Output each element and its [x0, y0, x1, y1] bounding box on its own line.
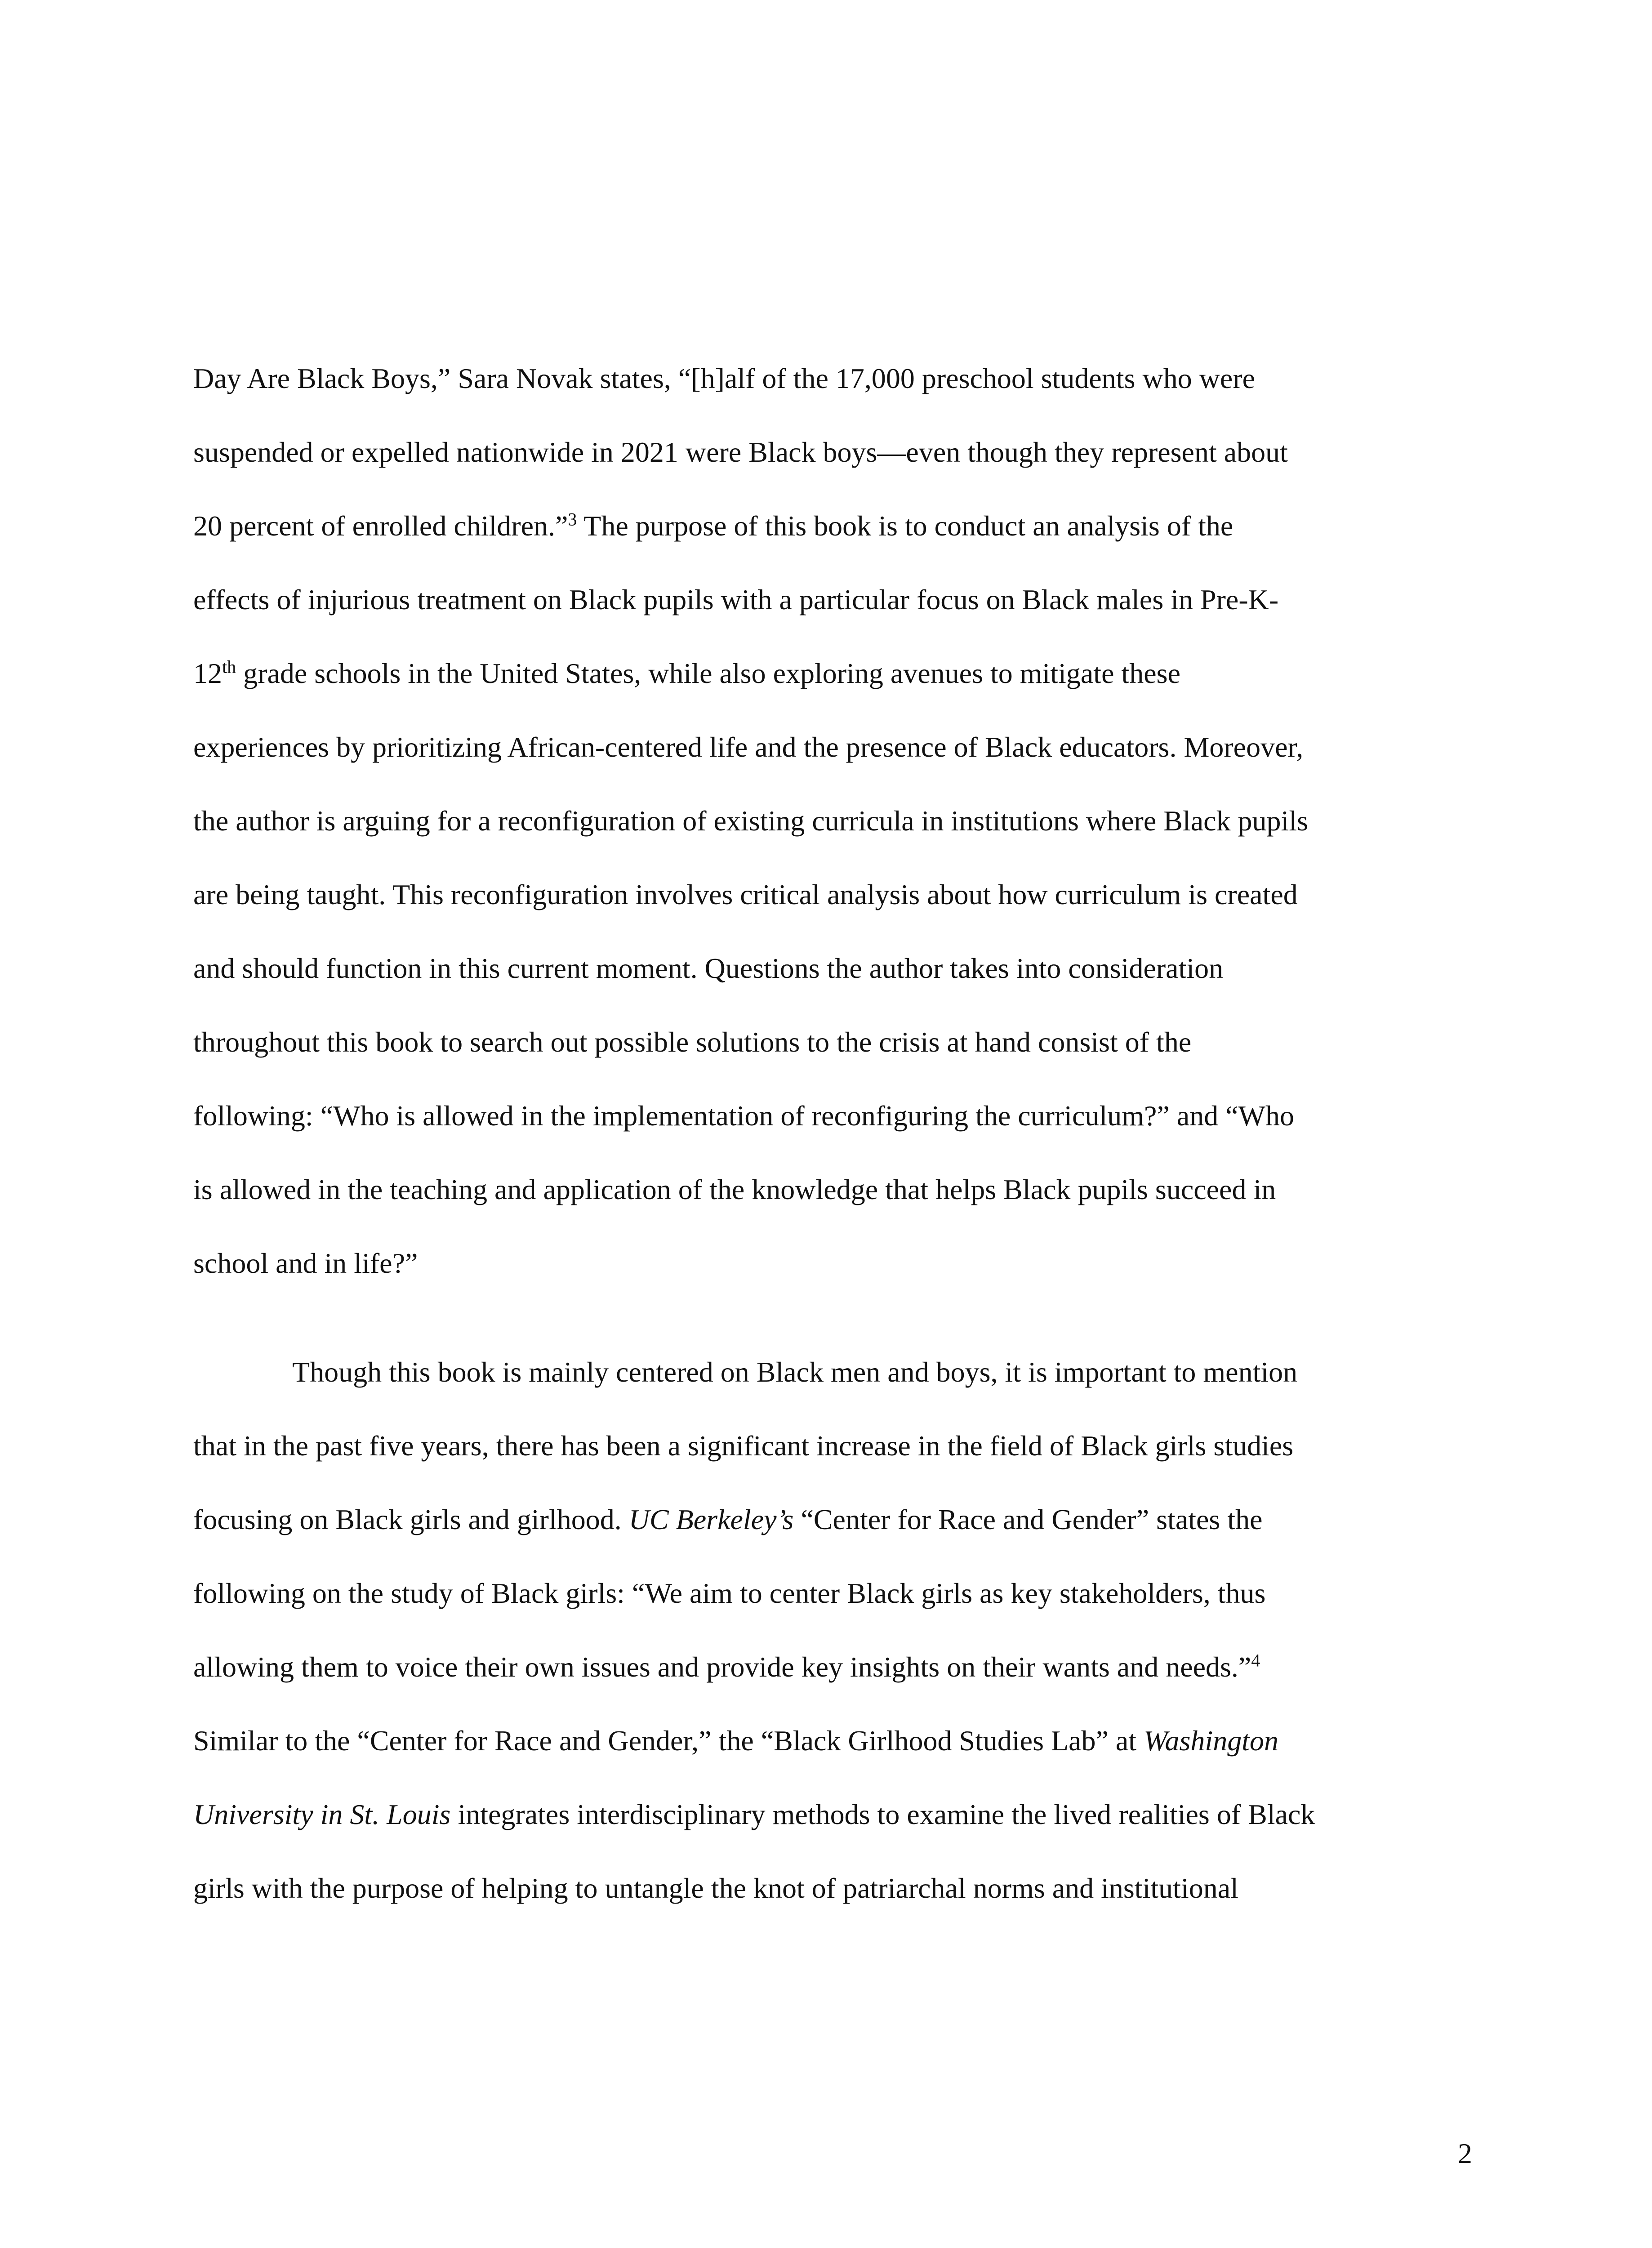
line-text: Though this book is mainly centered on Black men and boys, it is important to mention [292, 1356, 1298, 1388]
text-line [193, 1005, 1470, 1079]
page-number: 2 [1458, 2137, 1472, 2169]
text-line [193, 1409, 1470, 1483]
line-text: experiences by prioritizing African-centered life and the presence of Black educators. Moreover, [193, 731, 1304, 763]
text-line [193, 1227, 1470, 1300]
line-text: and should function in this current moment. Questions the author takes into consideration [193, 952, 1224, 984]
text-line [193, 1557, 1470, 1630]
line-text: focusing on Black girls and girlhood. [193, 1503, 629, 1535]
line-text: following: “Who is allowed in the implementation of reconfiguring the curriculum?” and “Who [193, 1100, 1295, 1132]
italic-text: Washington [1144, 1725, 1278, 1757]
line-text: that in the past five years, there has been a significant increase in the field of Black girls studies [193, 1430, 1294, 1462]
text-line [193, 1704, 1470, 1778]
line-text: The purpose of this book is to conduct an analysis of the [577, 510, 1233, 542]
paragraph-2 [193, 1335, 1470, 1925]
line-text: “Center for Race and Gender” states the [793, 1503, 1263, 1535]
line-text: throughout this book to search out possible solutions to the crisis at hand consist of the [193, 1026, 1192, 1058]
text-line [193, 1630, 1470, 1704]
text-line [193, 1335, 1470, 1409]
paragraph-1 [193, 342, 1470, 1300]
footnote-superscript: 3 [568, 509, 577, 530]
line-text: following on the study of Black girls: “We aim to center Black girls as key stakeholders, thus [193, 1577, 1266, 1609]
line-text: girls with the purpose of helping to untangle the knot of patriarchal norms and institutional [193, 1872, 1238, 1904]
line-text: the author is arguing for a reconfiguration of existing curricula in institutions where Black pupils [193, 805, 1308, 837]
text-line [193, 858, 1470, 932]
line-text: Day Are Black Boys,” Sara Novak states, “[h]alf of the 17,000 preschool students who were [193, 362, 1256, 394]
line-text: allowing them to voice their own issues and provide key insights on their wants and needs.” [193, 1651, 1251, 1683]
line-text: suspended or expelled nationwide in 2021 were Black boys—even though they represent about [193, 436, 1288, 468]
text-line [193, 932, 1470, 1005]
line-text: 12 [193, 657, 222, 689]
italic-text: University in St. Louis [193, 1798, 451, 1830]
line-text: is allowed in the teaching and application of the knowledge that helps Black pupils succeed in [193, 1173, 1276, 1205]
text-line [193, 1079, 1470, 1153]
line-text: Similar to the “Center for Race and Gender,” the “Black Girlhood Studies Lab” at [193, 1725, 1144, 1757]
text-line [193, 342, 1470, 415]
line-text: integrates interdisciplinary methods to examine the lived realities of Black [450, 1798, 1315, 1830]
text-line [193, 1483, 1470, 1557]
text-line [193, 1153, 1470, 1227]
text-line [193, 784, 1470, 858]
text-line [193, 1851, 1470, 1925]
footnote-superscript: th [222, 656, 236, 677]
text-line [193, 415, 1470, 489]
line-text: are being taught. This reconfiguration involves critical analysis about how curriculum is created [193, 879, 1298, 910]
line-text: grade schools in the United States, while also exploring avenues to mitigate these [236, 657, 1180, 689]
footnote-superscript: 4 [1251, 1650, 1260, 1671]
text-line [193, 637, 1470, 710]
line-text: school and in life?” [193, 1247, 418, 1279]
text-line [193, 563, 1470, 637]
text-line [193, 710, 1470, 784]
text-line [193, 489, 1470, 563]
line-text: 20 percent of enrolled children.” [193, 510, 568, 542]
text-line [193, 1778, 1470, 1851]
italic-text: UC Berkeley’s [628, 1503, 794, 1535]
line-text: effects of injurious treatment on Black pupils with a particular focus on Black males in Pre-K- [193, 584, 1279, 616]
